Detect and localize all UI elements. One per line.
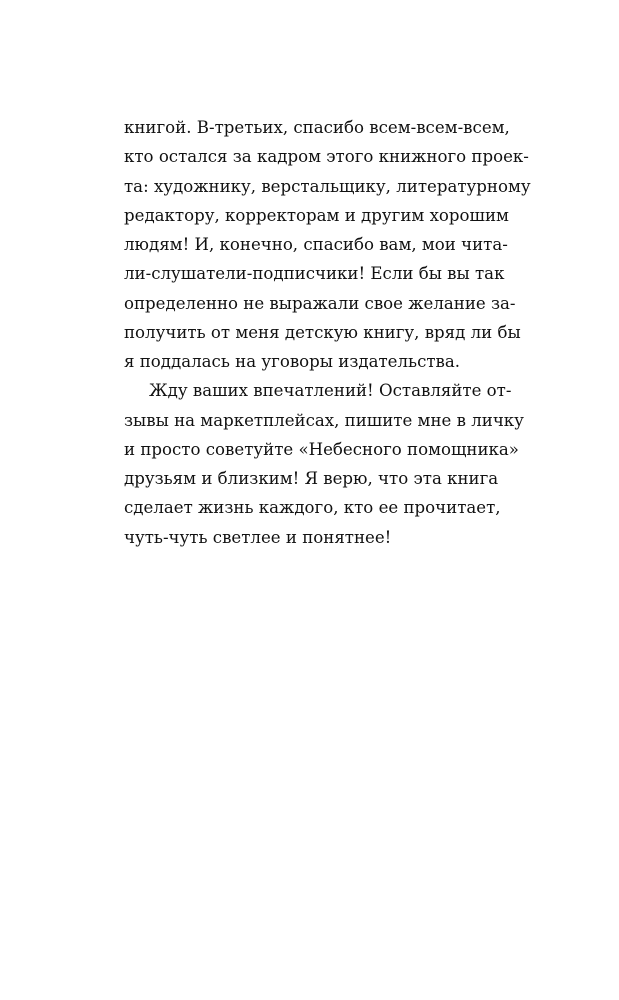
text-line: людям! И, конечно, спасибо вам, мои чита- (124, 235, 508, 254)
text-line: Жду ваших впечатлений! Оставляйте от- (149, 381, 512, 401)
text-line: ли-слушатели-подписчики! Если бы вы так (124, 264, 505, 284)
text-line: я поддалась на уговоры издательства. (124, 352, 461, 371)
text-line: сделает жизнь каждого, кто ее прочитает, (124, 498, 501, 518)
text-line: и просто советуйте «Небесного помощника» (124, 439, 519, 459)
body-text (124, 113, 531, 552)
paragraph-2 (124, 376, 524, 552)
text-line: определенно не выражали свое желание за- (124, 293, 516, 313)
text-line: зывы на маркетплейсах, пишите мне в личку (124, 410, 524, 430)
text-line: книгой. В-третьих, спасибо всем-всем-всем, (124, 118, 510, 137)
text-line: друзьям и близким! Я верю, что эта книга (124, 469, 499, 488)
paragraph-1 (124, 113, 531, 376)
text-line: та: художнику, верстальщику, литературному (124, 176, 531, 196)
text-line: редактору, корректорам и другим хорошим (124, 205, 509, 225)
text-line: чуть-чуть светлее и понятнее! (124, 527, 392, 547)
text-line: получить от меня детскую книгу, вряд ли бы (124, 322, 521, 342)
text-line: кто остался за кадром этого книжного проек- (124, 147, 529, 167)
